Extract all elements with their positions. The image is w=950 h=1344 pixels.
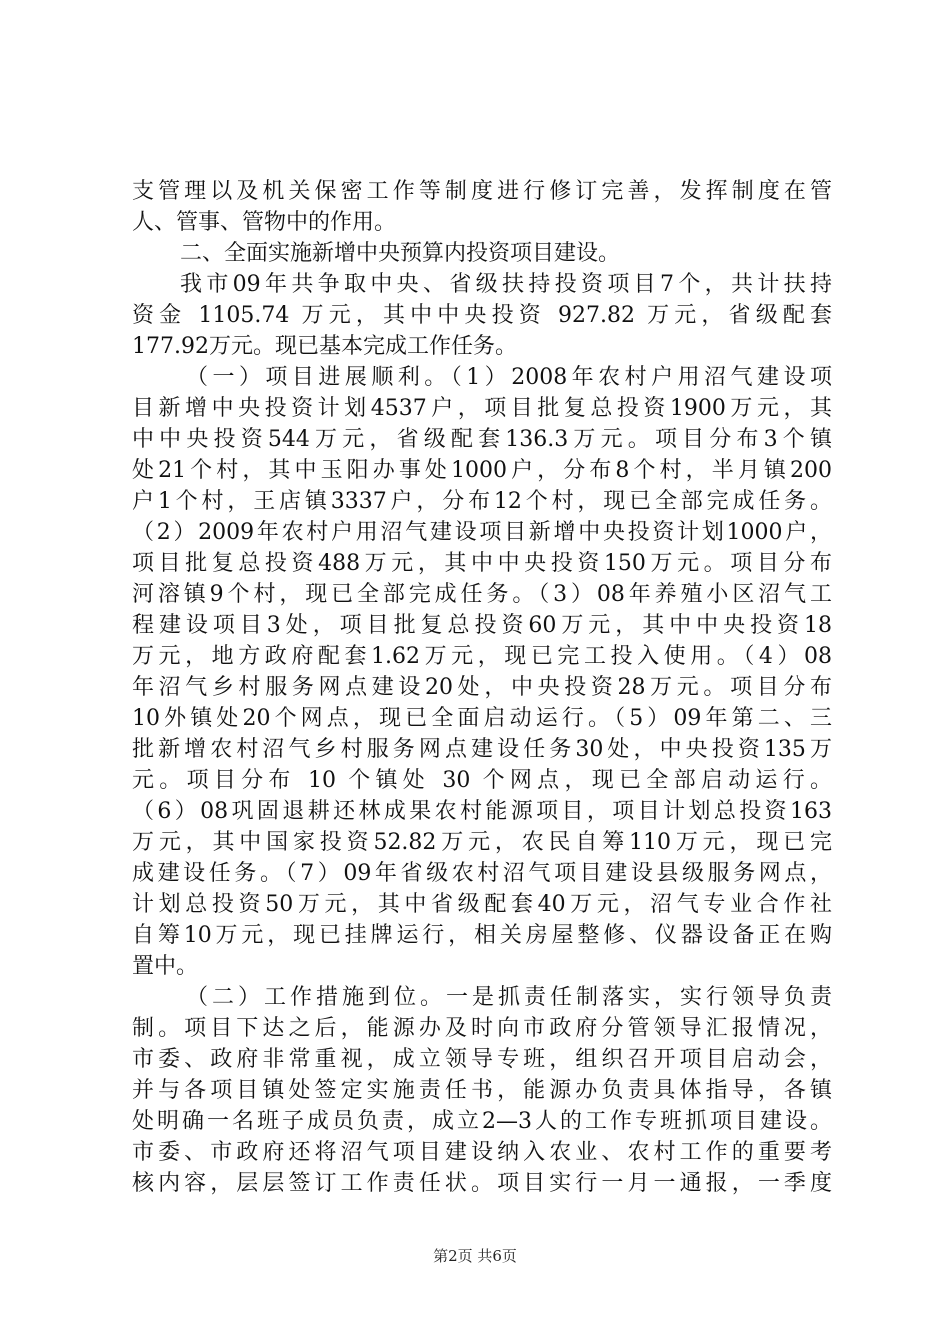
- text-line: 人、管事、管物中的作用。: [132, 210, 397, 235]
- text-line: 项目批复总投资488万元，其中中央投资150万元。项目分布: [132, 551, 832, 576]
- text-line: 处21个村，其中玉阳办事处1000户，分布8个村，半月镇200: [132, 458, 832, 483]
- text-line: 中中央投资544万元，省级配套136.3万元。项目分布3个镇: [132, 427, 832, 452]
- text-line: 并与各项目镇处签定实施责任书，能源办负责具体指导，各镇: [132, 1078, 832, 1103]
- text-line: 批新增农村沼气乡村服务网点建设任务30处，中央投资135万: [132, 737, 832, 762]
- text-line: （6）08巩固退耕还林成果农村能源项目，项目计划总投资163: [132, 799, 832, 824]
- text-line: 支管理以及机关保密工作等制度进行修订完善，发挥制度在管: [132, 179, 832, 204]
- text-line: 年沼气乡村服务网点建设20处，中央投资28万元。项目分布: [132, 675, 832, 700]
- text-line: 处明确一名班子成员负责，成立2—3人的工作专班抓项目建设。: [132, 1109, 832, 1134]
- text-line: 10外镇处20个网点，现已全面启动运行。（5）09年第二、三: [132, 706, 832, 731]
- text-line: 177.92万元。现已基本完成工作任务。: [132, 334, 517, 359]
- text-line: 制。项目下达之后，能源办及时向市政府分管领导汇报情况，: [132, 1016, 832, 1041]
- text-line: 核内容，层层签订工作责任状。项目实行一月一通报，一季度: [132, 1171, 832, 1196]
- text-line: 市委、政府非常重视，成立领导专班，组织召开项目启动会，: [132, 1047, 832, 1072]
- text-line: 资金 1105.74 万元，其中中央投资 927.82 万元，省级配套: [132, 303, 832, 328]
- text-line: （2）2009年农村户用沼气建设项目新增中央投资计划1000户，: [132, 520, 832, 545]
- text-line: 程建设项目3处，项目批复总投资60万元，其中中央投资18: [132, 613, 832, 638]
- document-body: [132, 176, 832, 1199]
- page-number-footer: 第2页 共6页: [433, 1247, 517, 1265]
- text-line: 市委、市政府还将沼气项目建设纳入农业、农村工作的重要考: [132, 1140, 832, 1165]
- text-line: 万元，其中国家投资52.82万元，农民自筹110万元，现已完: [132, 830, 832, 855]
- text-line: 目新增中央投资计划4537户，项目批复总投资1900万元，其: [132, 396, 832, 421]
- text-line: （一）项目进展顺利。（1）2008年农村户用沼气建设项: [186, 365, 832, 390]
- text-line: 户1个村，王店镇3337户，分布12个村，现已全部完成任务。: [132, 489, 832, 514]
- text-line: 置中。: [132, 954, 199, 979]
- text-line: 计划总投资50万元，其中省级配套40万元，沼气专业合作社: [132, 892, 832, 917]
- text-line: 我市09年共争取中央、省级扶持投资项目7个，共计扶持: [180, 272, 832, 297]
- text-line: 成建设任务。（7）09年省级农村沼气项目建设县级服务网点，: [132, 861, 832, 886]
- text-line: 河溶镇9个村，现已全部完成任务。（3）08年养殖小区沼气工: [132, 582, 832, 607]
- section-heading: 二、全面实施新增中央预算内投资项目建设。: [180, 241, 621, 266]
- text-line: （二）工作措施到位。一是抓责任制落实，实行领导负责: [186, 985, 832, 1010]
- text-line: 万元，地方政府配套1.62万元，现已完工投入使用。（4）08: [132, 644, 832, 669]
- text-line: 元。项目分布 10 个镇处 30 个网点，现已全部启动运行。: [132, 768, 832, 793]
- text-line: 自筹10万元，现已挂牌运行，相关房屋整修、仪器设备正在购: [132, 923, 832, 948]
